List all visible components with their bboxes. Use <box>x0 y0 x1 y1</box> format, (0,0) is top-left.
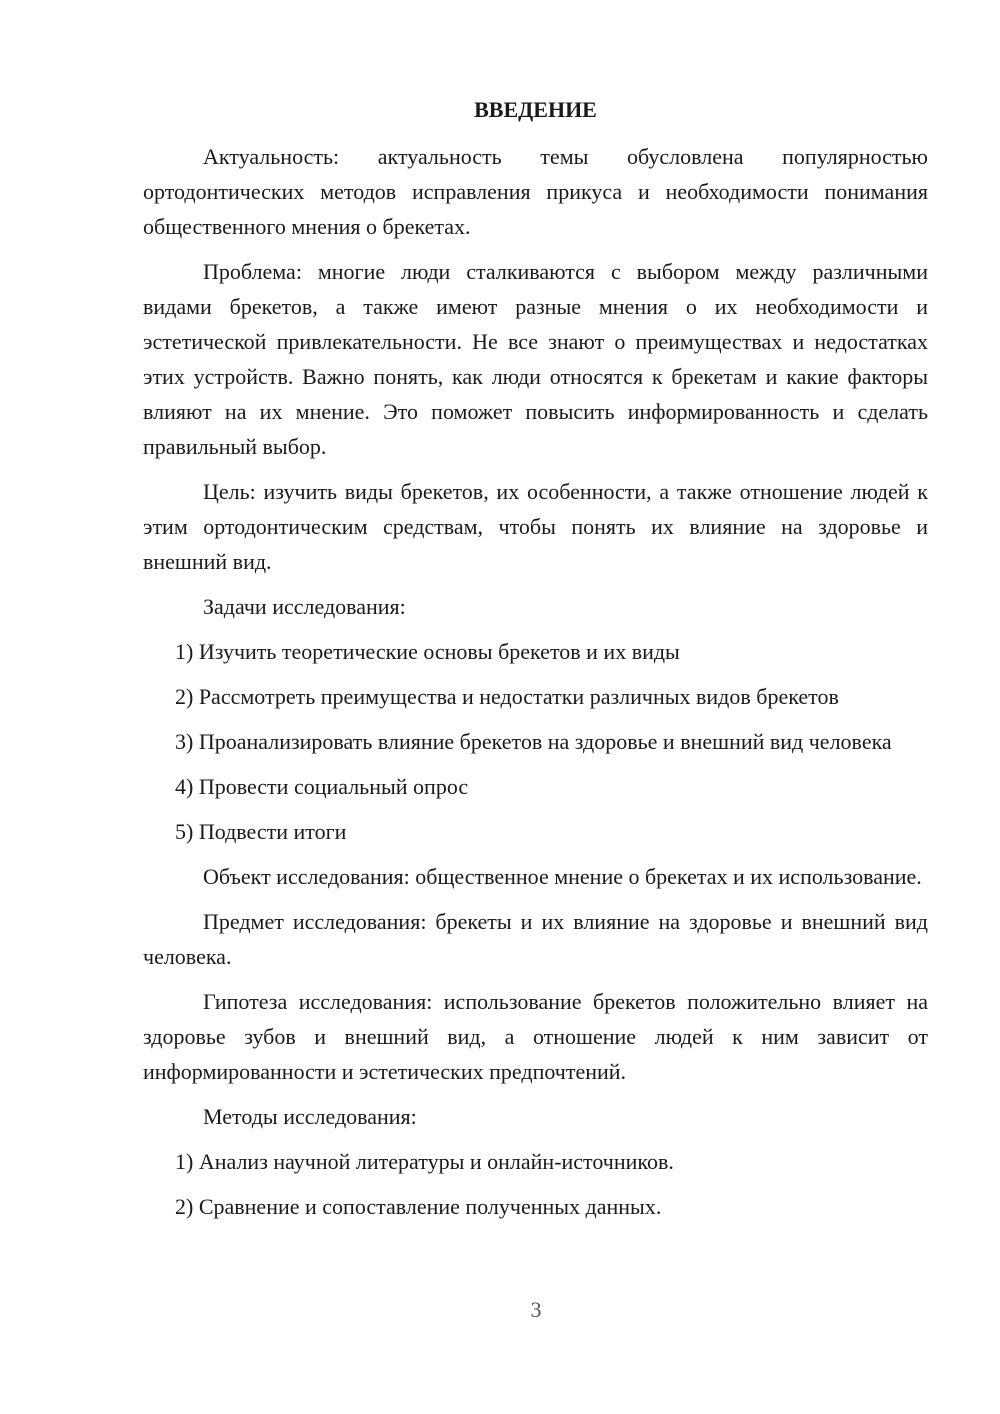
task-item-5: 5) Подвести итоги <box>175 819 347 844</box>
task-item-4: 4) Провести социальный опрос <box>175 774 469 799</box>
method-item-1: 1) Анализ научной литературы и онлайн-источников. <box>175 1149 674 1174</box>
paragraph-problem: Проблема: многие люди сталкиваются с выбором между различными видами брекетов, а также имеют разные мнения о их необходимости и эстетической привлекательности. Не все знают о преимуществах и недостатках этих устройств. Важно понять, как люди относятся к брекетам и какие факторы влияют на их мнение. Это поможет повысить информированность и сделать правильный выбор. <box>143 259 928 459</box>
paragraph-subject: Предмет исследования: брекеты и их влияние на здоровье и внешний вид человека. <box>143 909 928 969</box>
method-item-2: 2) Сравнение и сопоставление полученных данных. <box>175 1194 662 1219</box>
paragraph-object: Объект исследования: общественное мнение о брекетах и их использование. <box>203 864 922 889</box>
task-item-2: 2) Рассмотреть преимущества и недостатки различных видов брекетов <box>175 684 839 709</box>
paragraph-goal: Цель: изучить виды брекетов, их особенности, а также отношение людей к этим ортодонтическим средствам, чтобы понять их влияние на здоровье и внешний вид. <box>143 479 928 574</box>
paragraph-methods-heading: Методы исследования: <box>203 1104 417 1129</box>
document-page <box>143 92 928 1234</box>
page-number: 3 <box>530 1297 542 1322</box>
paragraph-tasks-heading: Задачи исследования: <box>203 594 406 619</box>
paragraph-relevance: Актуальность: актуальность темы обусловлена популярностью ортодонтических методов исправления прикуса и необходимости понимания общественного мнения о брекетах. <box>143 144 928 239</box>
paragraph-hypothesis: Гипотеза исследования: использование брекетов положительно влияет на здоровье зубов и внешний вид, а отношение людей к ним зависит от информированности и эстетических предпочтений. <box>143 989 928 1084</box>
document-title: ВВЕДЕНИЕ <box>474 97 597 122</box>
task-item-3: 3) Проанализировать влияние брекетов на здоровье и внешний вид человека <box>175 729 892 754</box>
task-item-1: 1) Изучить теоретические основы брекетов и их виды <box>175 639 680 664</box>
